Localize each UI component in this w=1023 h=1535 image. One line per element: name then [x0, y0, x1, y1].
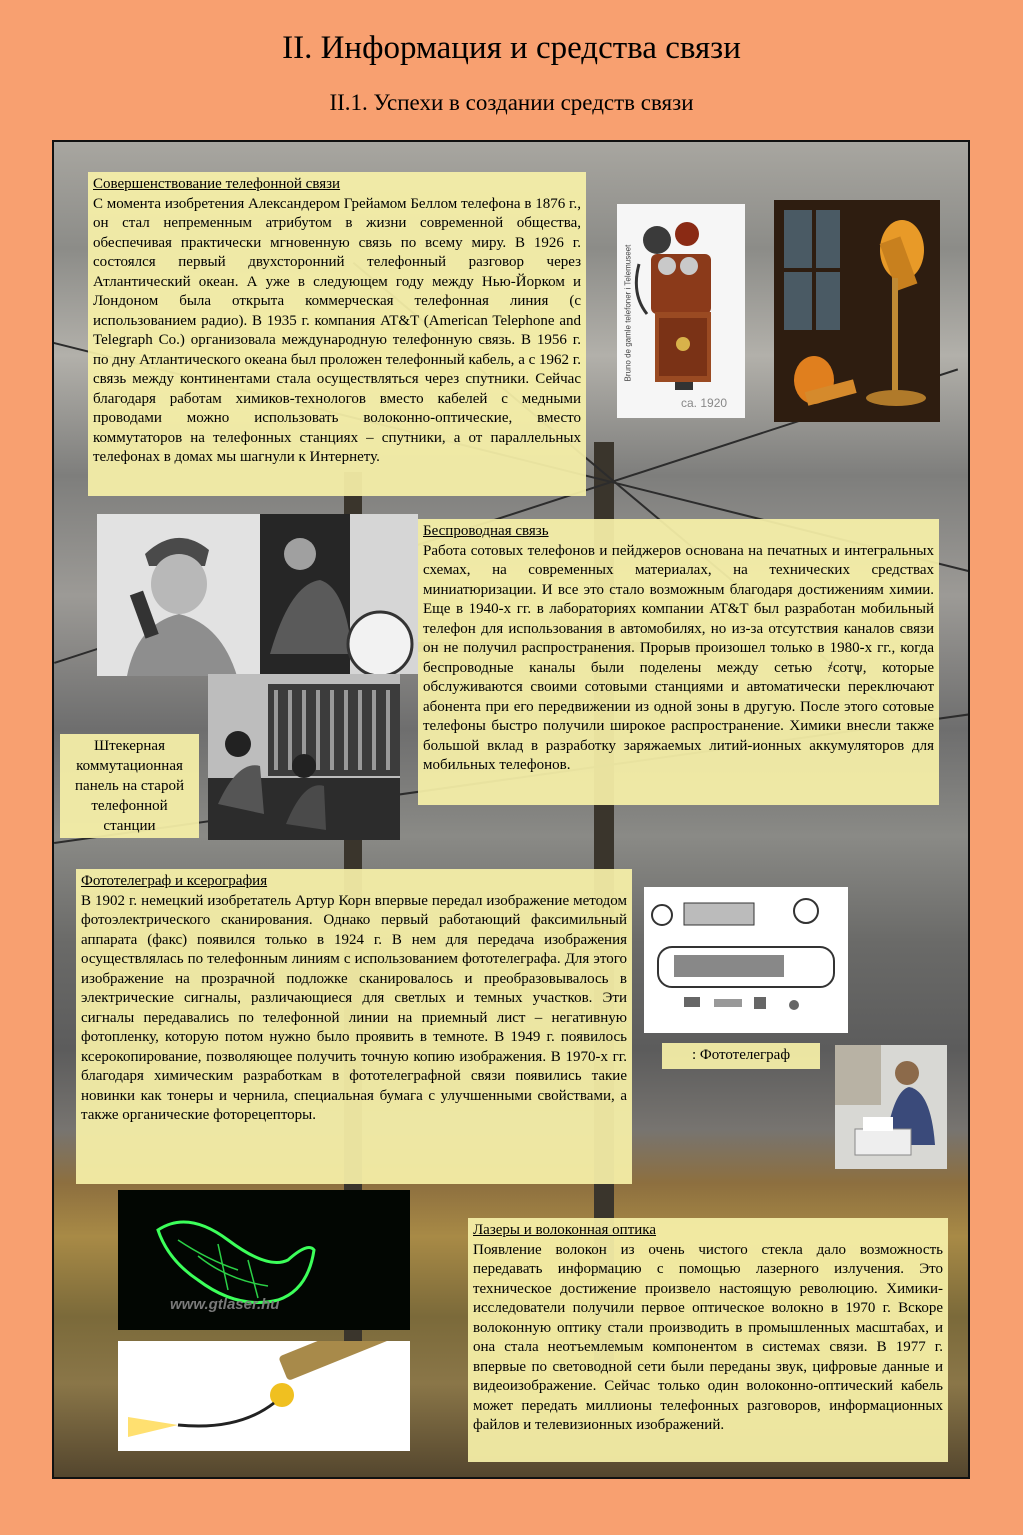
brass-candlestick-telephone-photo: [774, 200, 940, 422]
soldier-field-radio-photo: [97, 514, 262, 676]
telephone-text-box: [88, 172, 586, 496]
wireless-heading: Беспроводная связь: [423, 523, 549, 539]
lasers-paragraph: Появление волокон из очень чистого стекла дало возможность передавать информацию с помощью лазерного излучения. Это техническое достижение произвело настоящую революцию. Химики-исследователи получили первое оптическое волокно в 1970 г. Вскоре волоконную оптику стали производить в промышленных масштабах, и она стала неотъемлемым компонентом в системах связи. В 1977 г. впервые по световодной сети были переданы звук, цифровые данные и видеоизображение. Сейчас только один волоконно-оптический кабель может передать миллионы телефонных разговоров, информационных файлов и телевизионных изображений.: [473, 1241, 943, 1433]
antique-wall-telephone-photo: [617, 204, 745, 418]
switchboard-caption: Штекерная коммутационная панель на старой телефонной станции: [60, 734, 199, 838]
mobile-radio-vehicle-photo: [260, 514, 418, 674]
phototelegraph-caption: : Фототелеграф: [662, 1043, 820, 1069]
old-phone-year: ca. 1920: [681, 396, 728, 410]
lasers-heading: Лазеры и волоконная оптика: [473, 1222, 657, 1238]
page-subtitle: II.1. Успехи в создании средств связи: [329, 90, 694, 115]
old-phone-credit: Bruno de gamle telefoner i Telemuseet: [623, 244, 633, 382]
telephone-exchange-operators-photo: [208, 674, 400, 840]
wireless-paragraph: Работа сотовых телефонов и пейджеров основана на печатных и интегральных схемах, на современных материалах, на технических средствах миниатюризации. И все это стало возможным благодаря достижениям химии. Еще в 1940-х гг. в лабораториях компании AT&T был разработан мобильный телефон для использования в автомобилях, но из-за отсутствия каналов связи он не получил распространения. Прорыв произошел только в 1980-х гг., когда беспроводные каналы были поделены между сетью ҂сотѱ, которые обслуживаются своими сотовыми станциями и автоматически переключают абонента при его передвижении из одной зоны в другую. После этого сотовые телефоны быстро получили широкое распространение. Химики внесли также большой вклад в разработку заряжаемых литий-ионных аккумуляторов для мобильных телефонов.: [423, 542, 934, 773]
phototelegraph-heading: Фототелеграф и ксерография: [81, 873, 268, 889]
page-title: II. Информация и средства связи: [282, 30, 741, 66]
lasers-text-box: [468, 1218, 948, 1462]
poster-panel: [52, 140, 970, 1479]
green-laser-graphic: [118, 1190, 410, 1330]
laser-watermark: www.gtlaser.hu: [170, 1296, 280, 1313]
phototelegraph-text-box: [76, 869, 632, 1184]
wireless-text-box: [418, 519, 939, 805]
phototelegraph-paragraph: В 1902 г. немецкий изобретатель Артур Корн впервые передал изображение методом фотоэлектрического сканирования. Однако первый работающий факсимильный аппарата (факс) появился только в 1924 г. В нем для передача изображения осуществлялась по телефонным линиям с использованием фототелеграфа. Для этого изображение на прозрачной подложке сканировалось и преобразовывалось в электрические сигналы, различающиеся для светлых и темных участков. Эти сигналы передавались по телефонной линии на приемный лист – негативную фотопленку, которую потом нужно было проявить в темноте. В 1949 г. появилось ксерокопирование, позволяющее получить точную копию изображения. В 1970-х гг. благодаря химическим разработкам в фототелеграфной связи появились такие новинки как тонеры и чернила, специальная бумага с улучшенными свойствами, а также органические фоторецепторы.: [81, 892, 627, 1123]
telephone-heading: Совершенствование телефонной связи: [93, 176, 341, 192]
telephone-paragraph: С момента изобретения Александером Грейамом Беллом телефона в 1876 г., он стал непременным атрибутом в жизни современной общества, обеспечивая практически мгновенную связь по всему миру. В 1926 г. состоялся первый двухсторонний телефонный разговор через Атлантический океан. А уже в следующем году между Нью-Йорком и Лондоном была открыта коммерческая телефонная линия (с использованием радио). В 1935 г. компания AT&T (American Telephone and Telegraph Co.) организовала международную телефонную связь. В 1956 г. по дну Атлантического океана был проложен телефонный кабель, а с 1962 г. связь между континентами стала осуществляться через спутники. Сейчас благодаря работам химиков-технологов вместо кабелей с медными проводами можно использовать волоконно-оптические, вместо коммутаторов на телефонных станциях – спутники, а от параллельных телефонах в домах мы шагнули к Интернету.: [93, 195, 581, 465]
fax-machine-office-photo: [835, 1045, 947, 1169]
phototelegraph-apparatus-drawing: [644, 887, 848, 1033]
fiber-optic-connector-photo: [118, 1341, 410, 1451]
